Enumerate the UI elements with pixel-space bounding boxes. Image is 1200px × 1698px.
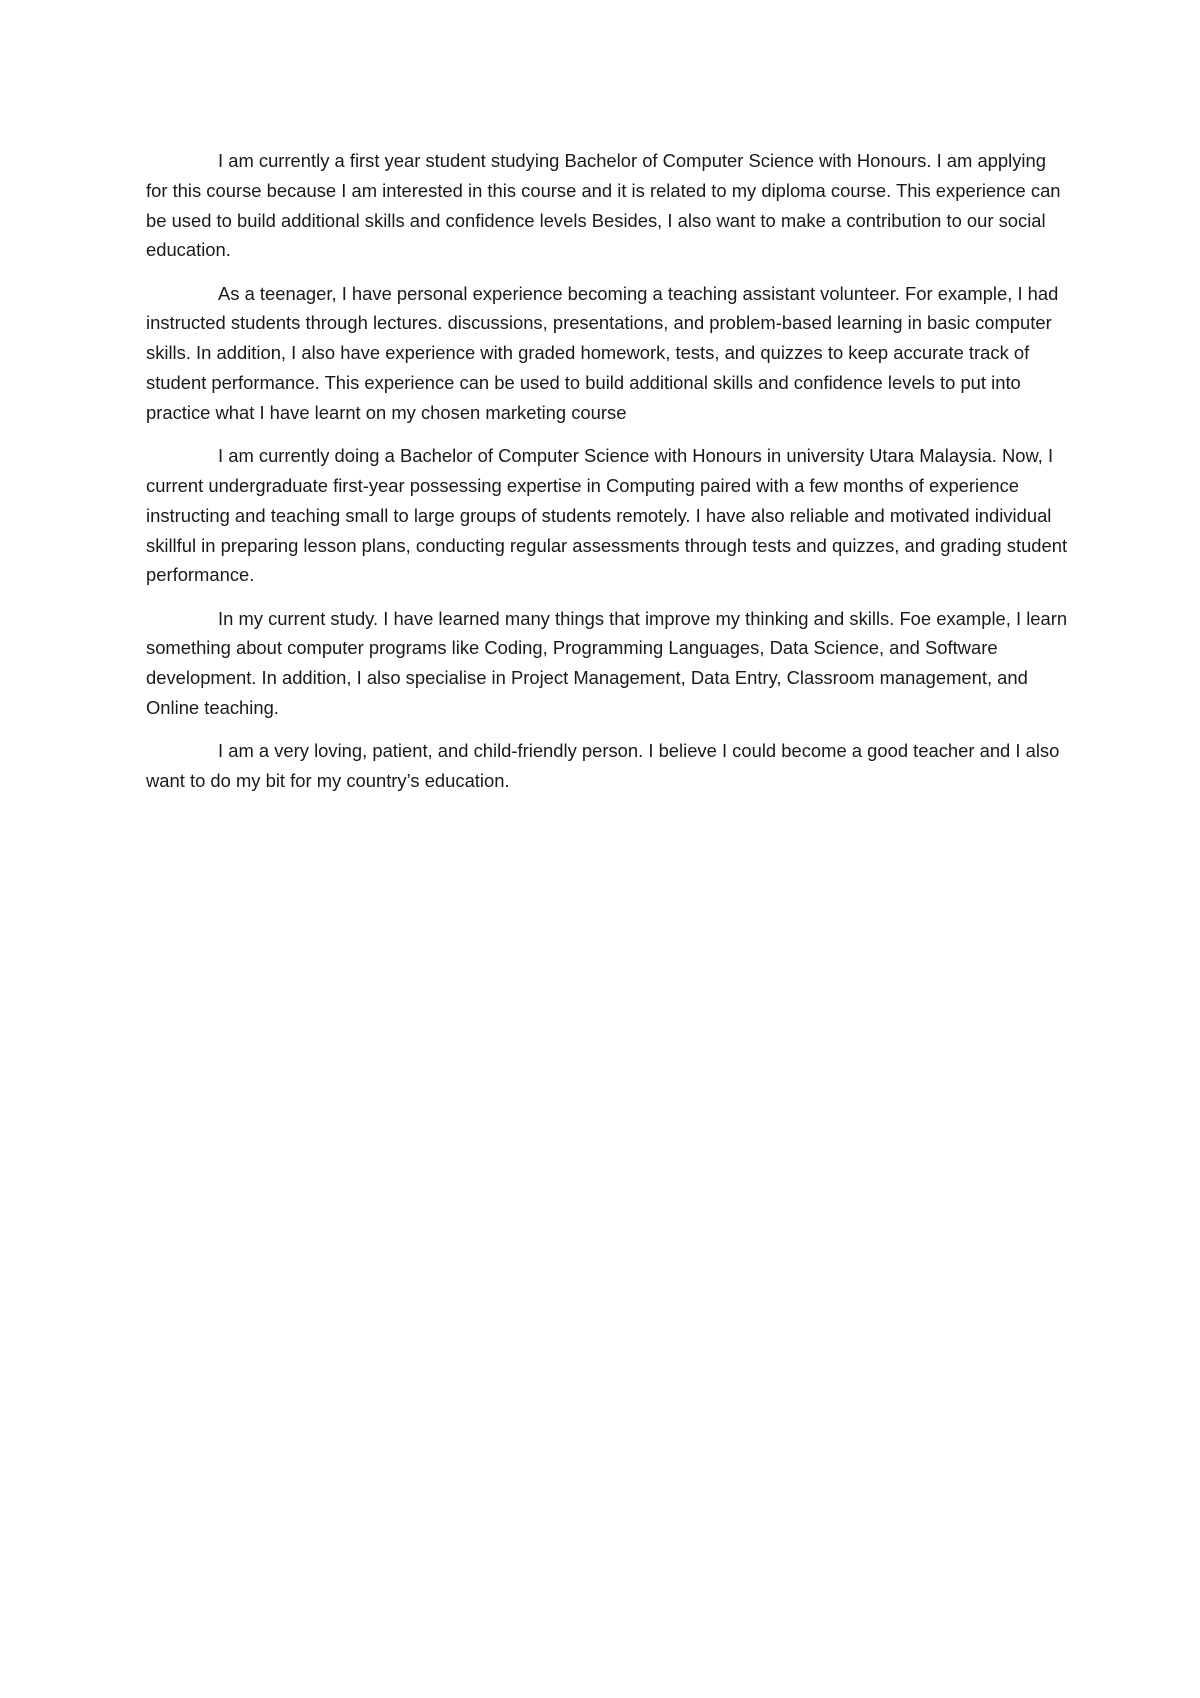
paragraph-3: I am currently doing a Bachelor of Computer Science with Honours in university Utara Malaysia. Now, I current undergraduate first-year possessing expertise in Computing paired with a few months of experience instructing and teaching small to large groups of students remotely. I have also reliable and motivated individual skillful in preparing lesson plans, conducting regular assessments through tests and quizzes, and grading student performance. — [146, 445, 1068, 586]
document-body — [146, 146, 1068, 809]
paragraph-1: I am currently a first year student studying Bachelor of Computer Science with Honours. I am applying for this course because I am interested in this course and it is related to my diploma course. This experience can be used to build additional skills and confidence levels Besides, I also want to make a contribution to our social education. — [146, 150, 1061, 261]
paragraph-5: I am a very loving, patient, and child-friendly person. I believe I could become a good teacher and I also want to do my bit for my country’s education. — [146, 740, 1060, 792]
paragraph-2: As a teenager, I have personal experience becoming a teaching assistant volunteer. For example, I had instructed students through lectures. discussions, presentations, and problem-based learning in basic computer skills. In addition, I also have experience with graded homework, tests, and quizzes to keep accurate track of student performance. This experience can be used to build additional skills and confidence levels to put into practice what I have learnt on my chosen marketing course — [146, 282, 1059, 423]
paragraph-4: In my current study. I have learned many things that improve my thinking and skills. Foe example, I learn something about computer programs like Coding, Programming Languages, Data Science, and Software development. In addition, I also specialise in Project Management, Data Entry, Classroom management, and Online teaching. — [146, 607, 1068, 719]
